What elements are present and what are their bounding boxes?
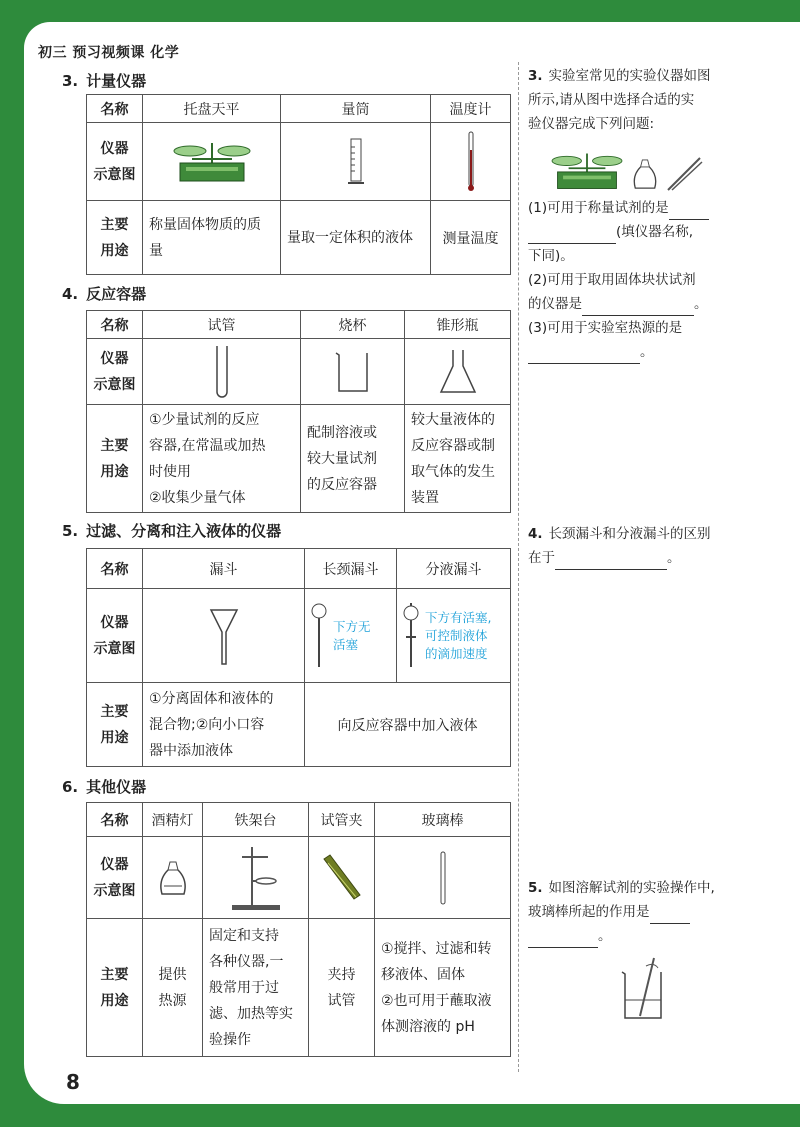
col-test-tube-clamp: 试管夹 [309, 803, 375, 837]
use-row-header: 主要 用途 [87, 201, 143, 275]
other-instruments-table [86, 802, 511, 1057]
col-name-header: 名称 [87, 95, 143, 123]
answer-blank[interactable] [528, 932, 598, 948]
use-row-header: 主要 用途 [87, 919, 143, 1057]
col-funnel: 漏斗 [143, 549, 305, 589]
iron-stand-diagram [203, 837, 309, 919]
question-3 [528, 64, 734, 364]
col-flask: 锥形瓶 [405, 311, 511, 339]
diagram-row-header: 仪器 示意图 [87, 837, 143, 919]
col-separatory-funnel: 分液漏斗 [397, 549, 511, 589]
test-tube-use: ①少量试剂的反应 容器,在常温或加热 时使用 ②收集少量气体 [143, 405, 301, 513]
answer-blank[interactable] [669, 204, 709, 220]
alcohol-lamp-diagram [143, 837, 203, 919]
tweezers-icon [664, 154, 704, 194]
beaker-icon [333, 349, 373, 395]
col-glass-rod: 玻璃棒 [375, 803, 511, 837]
question-3-part-3: (3)可用于实验室热源的是 。 [528, 316, 734, 364]
balance-use: 称量固体物质的质量 [143, 201, 281, 275]
diagram-row-header: 仪器 示意图 [87, 589, 143, 683]
section-4-title: 4. 反应容器 [62, 285, 147, 303]
col-beaker: 烧杯 [301, 311, 405, 339]
long-neck-funnel-callout: 下方无 活塞 [333, 618, 371, 652]
answer-blank[interactable] [528, 348, 640, 364]
col-test-tube: 试管 [143, 311, 301, 339]
test-tube-diagram [143, 339, 301, 405]
glass-rod-icon [438, 850, 448, 906]
answer-blank[interactable] [555, 554, 667, 570]
page-number: 8 [66, 1070, 80, 1094]
separatory-funnel-icon [401, 601, 421, 671]
alcohol-lamp-icon [156, 858, 190, 898]
glass-rod-diagram [375, 837, 511, 919]
iron-stand-use: 固定和支持 各种仪器,一 般常用于过 滤、加热等实 验操作 [203, 919, 309, 1057]
beaker-use: 配制溶液或 较大量试剂 的反应容器 [301, 405, 405, 513]
use-row-header: 主要 用途 [87, 405, 143, 513]
funnels-shared-use: 向反应容器中加入液体 [305, 683, 511, 767]
question-3-stem: 3. 实验室常见的实验仪器如图 所示,请从图中选择合适的实 验仪器完成下列问题: [528, 68, 711, 132]
flask-use: 较大量液体的 反应容器或制 取气体的发生 装置 [405, 405, 511, 513]
col-name-header: 名称 [87, 311, 143, 339]
beaker-diagram [301, 339, 405, 405]
reaction-vessels-table [86, 310, 511, 513]
test-tube-icon [214, 344, 230, 400]
cylinder-diagram [281, 123, 431, 201]
glass-rod-use: ①搅拌、过滤和转 移液体、固体 ②也可用于蘸取液 体测溶液的 pH [375, 919, 511, 1057]
section-5-title: 5. 过滤、分离和注入液体的仪器 [62, 522, 282, 540]
funnels-table [86, 548, 511, 767]
test-tube-clamp-icon [320, 853, 364, 903]
flask-diagram [405, 339, 511, 405]
page-header: 初三 预习视频课 化学 [38, 45, 180, 61]
funnel-diagram [143, 589, 305, 683]
conical-flask-icon [438, 348, 478, 396]
long-neck-funnel-icon [309, 601, 329, 671]
test-tube-clamp-diagram [309, 837, 375, 919]
answer-blank[interactable] [650, 908, 690, 924]
funnel-icon [209, 606, 239, 666]
question-4: 4. 长颈漏斗和分液漏斗的区别 在于 。 [528, 522, 734, 570]
question-3-part-1: (1)可用于称量试剂的是 (填仪器名称, 下同)。 [528, 196, 734, 268]
diagram-row-header: 仪器 示意图 [87, 123, 143, 201]
question-3-part-2: (2)可用于取用固体块状试剂 的仪器是 。 [528, 268, 734, 316]
question-3-instruments [548, 140, 734, 194]
answer-blank[interactable] [528, 228, 616, 244]
cylinder-use: 量取一定体积的液体 [281, 201, 431, 275]
separatory-funnel-callout: 下方有活塞, 可控制液体 的滴加速度 [425, 609, 492, 661]
col-balance: 托盘天平 [143, 95, 281, 123]
iron-stand-icon [228, 843, 284, 913]
test-tube-clamp-use: 夹持 试管 [309, 919, 375, 1057]
diagram-row-header: 仪器 示意图 [87, 339, 143, 405]
section-6-title: 6. 其他仪器 [62, 778, 147, 796]
col-thermometer: 温度计 [431, 95, 511, 123]
beaker-with-stirring-rod-icon [618, 954, 668, 1024]
graduated-cylinder-icon [346, 137, 366, 187]
section-3-title: 3. 计量仪器 [62, 72, 147, 90]
column-divider [518, 62, 519, 1072]
balance-icon [172, 137, 252, 187]
col-iron-stand: 铁架台 [203, 803, 309, 837]
thermometer-icon [464, 130, 478, 194]
col-long-neck-funnel: 长颈漏斗 [305, 549, 397, 589]
funnel-use: ①分离固体和液体的 混合物;②向小口容 器中添加液体 [143, 683, 305, 767]
separatory-funnel-diagram [397, 589, 511, 683]
balance-icon [548, 148, 626, 194]
balance-diagram [143, 123, 281, 201]
measuring-instruments-table [86, 94, 511, 275]
col-name-header: 名称 [87, 803, 143, 837]
thermometer-use: 测量温度 [431, 201, 511, 275]
col-cylinder: 量筒 [281, 95, 431, 123]
thermometer-diagram [431, 123, 511, 201]
alcohol-lamp-icon [630, 154, 660, 194]
answer-blank[interactable] [582, 300, 694, 316]
question-5: 5. 如图溶解试剂的实验操作中, 玻璃棒所起的作用是 。 [528, 876, 734, 1024]
long-neck-funnel-diagram [305, 589, 397, 683]
alcohol-lamp-use: 提供 热源 [143, 919, 203, 1057]
use-row-header: 主要 用途 [87, 683, 143, 767]
col-alcohol-lamp: 酒精灯 [143, 803, 203, 837]
col-name-header: 名称 [87, 549, 143, 589]
